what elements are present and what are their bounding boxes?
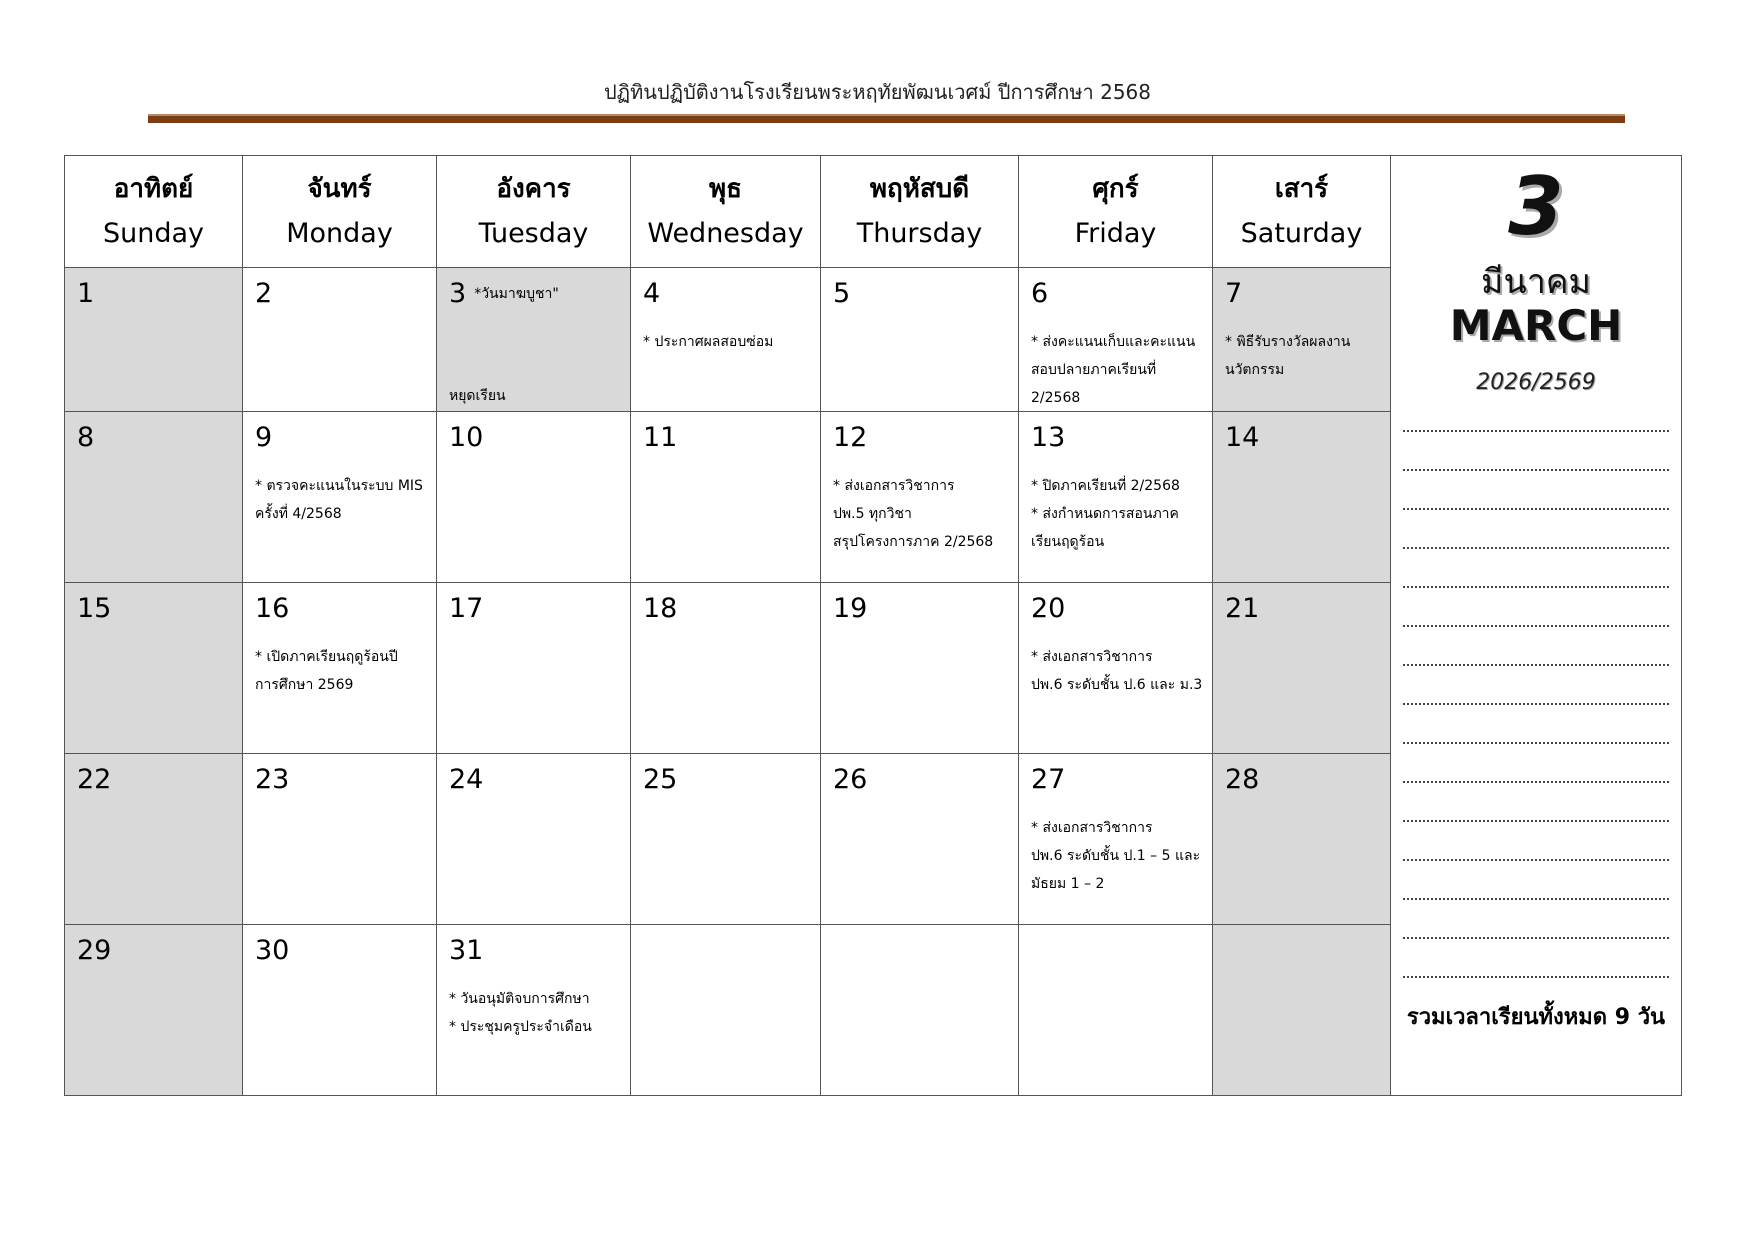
weekday-thai: เสาร์ [1274,174,1329,204]
day-number [255,593,289,624]
weekday-english: Monday [286,218,393,249]
event-note-line: เรียนฤดูร้อน [1031,534,1105,550]
day-cell-23 [243,754,437,925]
weekday-header [1019,156,1213,268]
day-number-text: 11 [643,422,678,453]
event-notes [1225,328,1384,384]
day-cell-27 [1019,754,1213,925]
weekday-header [1213,156,1391,268]
day-number-text: 14 [1225,422,1260,453]
event-notes [255,472,430,528]
event-note-line: ปพ.5 ทุกวิชา [833,506,912,522]
event-notes [1031,814,1206,898]
event-note-line: * ส่งเอกสารวิชาการ [833,478,955,494]
event-note-line: ปพ.6 ระดับชั้น ป.1 – 5 และ [1031,848,1201,864]
notes-dotted-line [1403,664,1669,666]
day-number-text: 15 [77,593,112,624]
day-cell-30 [243,925,437,1096]
event-notes [449,985,624,1041]
day-cell-14 [1213,412,1391,583]
empty-day-cell [1019,925,1213,1096]
day-number-text: 27 [1031,764,1066,795]
day-number-text: 7 [1225,278,1243,309]
day-cell-2 [243,268,437,412]
notes-dotted-line [1403,547,1669,549]
day-number [449,764,483,795]
day-number [833,278,850,309]
notes-dotted-line [1403,625,1669,627]
day-cell-18 [631,583,821,754]
day-number-text: 9 [255,422,273,453]
day-number-text: 18 [643,593,678,624]
notes-dotted-line [1403,742,1669,744]
weekday-english: Sunday [102,218,205,249]
day-number [643,764,677,795]
notes-dotted-line [1403,937,1669,939]
day-number-text: 8 [77,422,95,453]
day-number-text: 5 [833,278,851,309]
day-cell-8 [65,412,243,583]
day-number-text: 2 [255,278,273,309]
weekday-thai: พุธ [708,174,742,204]
day-number [833,593,867,624]
day-number [1225,422,1259,453]
event-note-line: นวัตกรรม [1225,362,1285,378]
day-number [449,278,559,309]
notes-dotted-line [1403,469,1669,471]
day-number-text: 22 [77,764,112,795]
notes-dotted-line [1403,898,1669,900]
day-number [255,935,289,966]
notes-dotted-line [1403,859,1669,861]
day-number [449,593,483,624]
event-note-line: 2/2568 [1031,390,1081,406]
event-notes [643,328,814,356]
event-note-line: * ส่งเอกสารวิชาการ [1031,649,1153,665]
event-notes [1031,472,1206,556]
day-number-text: 20 [1031,593,1066,624]
empty-day-cell [821,925,1019,1096]
weekday-thai: พฤหัสบดี [869,174,970,204]
event-note-line: * ส่งกำหนดการสอนภาค [1031,506,1179,522]
day-cell-5 [821,268,1019,412]
day-number [643,278,660,309]
closure-note: หยุดเรียน [449,388,506,404]
weekday-english: Saturday [1240,218,1363,249]
day-number-text: 3 [449,278,467,309]
event-note-line: * ส่งคะแนนเก็บและคะแนน [1031,334,1196,350]
calendar-table [64,155,1682,1096]
day-number-text: 1 [77,278,95,309]
day-cell-20 [1019,583,1213,754]
day-number-text: 31 [449,935,484,966]
event-notes [833,472,1012,556]
event-note-line: ครั้งที่ 4/2568 [255,506,342,522]
day-cell-31 [437,925,631,1096]
day-number-text: 25 [643,764,678,795]
notes-dotted-line [1403,781,1669,783]
day-cell-17 [437,583,631,754]
notes-dotted-line [1403,976,1669,978]
total-study-days: รวมเวลาเรียนทั้งหมด 9 วัน [1406,1005,1666,1030]
day-cell-24 [437,754,631,925]
day-number-text: 4 [643,278,661,309]
weekday-header [65,156,243,268]
day-number [77,764,111,795]
event-note-line: * ประชุมครูประจำเดือน [449,1019,592,1035]
day-cell-15 [65,583,243,754]
day-number [1031,422,1065,453]
weekday-thai: อังคาร [496,174,571,204]
day-cell-16 [243,583,437,754]
weekday-header [821,156,1019,268]
event-note-line: ปพ.6 ระดับชั้น ป.6 และ ม.3 [1031,677,1203,693]
day-cell-19 [821,583,1019,754]
day-number [833,764,867,795]
day-number-text: 13 [1031,422,1066,453]
day-cell-22 [65,754,243,925]
notes-dotted-line [1403,703,1669,705]
month-name-english: MARCH [1449,301,1623,350]
month-name-thai: มีนาคม [1481,262,1591,302]
empty-day-cell [631,925,821,1096]
day-number [77,422,94,453]
event-note-line: * ส่งเอกสารวิชาการ [1031,820,1153,836]
day-number-text: 24 [449,764,484,795]
day-cell-9 [243,412,437,583]
day-cell-28 [1213,754,1391,925]
day-number [255,764,289,795]
day-cell-26 [821,754,1019,925]
day-number [1225,764,1259,795]
day-number-text: 6 [1031,278,1049,309]
month-year: 2026/2569 [1476,370,1596,395]
event-note-line: มัธยม 1 – 2 [1031,876,1105,892]
weekday-english: Tuesday [478,218,589,249]
day-number [833,422,867,453]
day-number-text: 23 [255,764,290,795]
event-note-line: * ปิดภาคเรียนที่ 2/2568 [1031,478,1180,494]
page-title: ปฏิทินปฏิบัติงานโรงเรียนพระหฤทัยพัฒนเวศม์ ปีการศึกษา 2568 [603,80,1151,104]
day-number-text: 16 [255,593,290,624]
event-note-line: * วันอนุมัติจบการศึกษา [449,991,590,1007]
day-number [643,593,677,624]
day-cell-3 [437,268,631,412]
day-number-text: 26 [833,764,868,795]
event-note-line: สอบปลายภาคเรียนที่ [1031,362,1157,378]
day-number [643,422,677,453]
day-cell-29 [65,925,243,1096]
day-cell-12 [821,412,1019,583]
day-number-text: 12 [833,422,868,453]
day-number [77,278,94,309]
day-number-text: 29 [77,935,112,966]
weekday-header-row [65,156,1682,268]
day-number [449,935,483,966]
event-note-line: สรุปโครงการภาค 2/2568 [833,534,994,550]
weekday-english: Friday [1074,218,1157,249]
day-number [77,593,111,624]
day-cell-10 [437,412,631,583]
event-note-line: * พิธีรับรางวัลผลงาน [1225,334,1351,350]
notes-dotted-line [1403,430,1669,432]
day-number [77,935,111,966]
notes-dotted-line [1403,508,1669,510]
event-notes [1031,328,1206,412]
weekday-thai: ศุกร์ [1092,174,1139,204]
day-cell-6 [1019,268,1213,412]
weekday-header [437,156,631,268]
day-number [1031,764,1065,795]
event-note-line: การศึกษา 2569 [255,677,354,693]
day-number-text: 30 [255,935,290,966]
day-cell-25 [631,754,821,925]
event-notes [255,643,430,699]
day-number [449,422,483,453]
day-number-text: 28 [1225,764,1260,795]
day-number [255,278,272,309]
notes-dotted-line [1403,586,1669,588]
notes-dotted-line [1403,820,1669,822]
holiday-note: *วันมาฆบูชา" [474,286,559,302]
empty-day-cell [1213,925,1391,1096]
day-number [255,422,272,453]
weekday-thai: จันทร์ [307,174,372,204]
day-number-text: 10 [449,422,484,453]
weekday-english: Thursday [856,218,983,249]
weekday-english: Wednesday [647,218,804,249]
day-number-text: 21 [1225,593,1260,624]
day-cell-11 [631,412,821,583]
weekday-header [631,156,821,268]
event-notes [1031,643,1206,699]
day-number [1031,593,1065,624]
day-cell-4 [631,268,821,412]
day-cell-1 [65,268,243,412]
month-number: 3 [1508,160,1564,253]
event-note-line: * เปิดภาคเรียนฤดูร้อนปี [255,649,398,665]
title-rule [148,116,1625,123]
day-number-text: 17 [449,593,484,624]
day-cell-21 [1213,583,1391,754]
event-note-line: * ตรวจคะแนนในระบบ MIS [255,478,423,494]
day-cell-13 [1019,412,1213,583]
event-note-line: * ประกาศผลสอบซ่อม [643,334,774,350]
day-number [1225,278,1242,309]
weekday-thai: อาทิตย์ [113,174,194,204]
weekday-header [243,156,437,268]
day-number-text: 19 [833,593,868,624]
day-number [1031,278,1048,309]
month-side-panel [1391,156,1682,1096]
day-cell-7 [1213,268,1391,412]
day-number [1225,593,1259,624]
